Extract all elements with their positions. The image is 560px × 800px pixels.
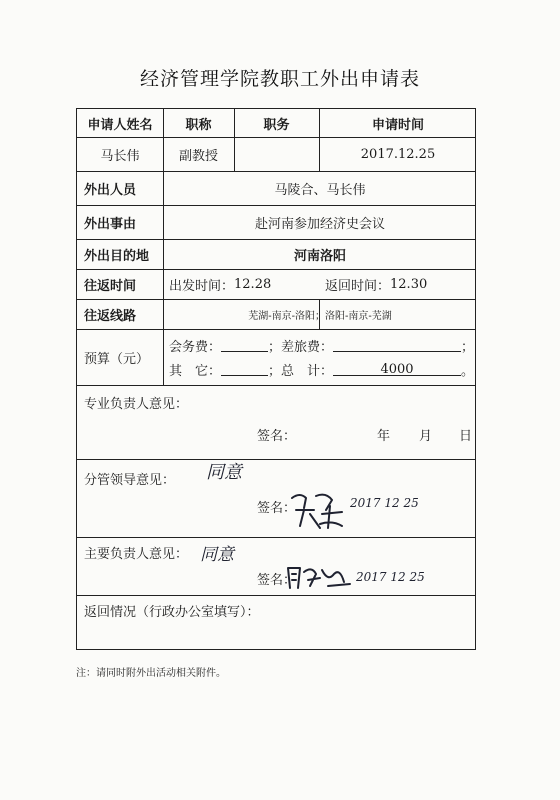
route-value: 芜湖-南京-洛阳；洛阳-南京-芜湖 [248,310,392,322]
main-opinion-label: 主要负责人意见： [84,546,189,562]
budget-period: 。 [460,363,474,379]
schedule-label: 往返时间 [84,278,137,294]
return-time [325,269,475,299]
destination-value: 河南洛阳 [293,248,346,264]
total-label: ；总 计： [268,363,334,379]
row-divider [77,459,475,460]
return-value: 12.30 [390,276,428,292]
budget-line-1 [169,335,474,355]
meeting-fee-label: 会务费： [169,339,222,355]
applicant-title: 副教授 [178,148,218,164]
reason-value: 赴河南参加经济史会议 [254,216,385,232]
budget-semicolon: ； [460,339,474,355]
travelers-value: 马陵合、马长伟 [274,182,366,198]
division-opinion-label: 分管领导意见： [84,472,176,488]
main-handwritten-comment: 同意 [200,545,234,565]
budget-line-2 [169,359,474,379]
destination-label: 外出目的地 [84,248,150,264]
main-sign-label: 签名： [257,572,297,588]
row-divider [77,595,475,596]
division-sign-label: 签名： [257,500,297,516]
applicant-name: 马长伟 [100,148,140,164]
route-label: 往返线路 [84,308,137,324]
main-signature [284,564,354,594]
division-handwritten-date: 2017 12 25 [350,496,419,510]
header-title: 职称 [185,117,212,133]
travel-fee-label: ；差旅费： [268,339,334,355]
travelers-label: 外出人员 [84,182,137,198]
depart-value: 12.28 [234,276,272,292]
travel-fee-value [333,338,461,352]
depart-label: 出发时间： [169,278,235,294]
meeting-fee-value [221,338,268,352]
major-day-label: 日 [459,428,473,444]
budget-label: 预算（元） [84,351,150,367]
major-sign-label: 签名： [257,428,297,444]
header-apply-time: 申请时间 [371,117,424,133]
division-handwritten-comment: 同意 [206,462,242,483]
row-divider [77,385,475,386]
header-position: 职务 [263,117,290,133]
reason-label: 外出事由 [84,216,137,232]
depart-time [169,269,319,299]
main-handwritten-date: 2017 12 25 [356,570,425,584]
other-fee-label: 其 它： [169,363,222,379]
apply-date: 2017.12.25 [360,146,436,162]
footnote: 注：请同时附外出活动相关附件。 [76,668,226,679]
major-year-label: 年 [377,428,391,444]
row-divider [77,537,475,538]
applicant-position [234,137,319,171]
major-opinion-label: 专业负责人意见： [84,396,189,412]
return-label: 返回时间： [325,278,391,294]
form-title: 经济管理学院教职工外出申请表 [139,68,420,90]
major-month-label: 月 [419,428,433,444]
division-signature [286,488,346,532]
application-form [76,108,476,650]
other-fee-value [221,362,268,376]
total-value: 4000 [333,362,461,376]
header-applicant-name: 申请人姓名 [87,117,153,133]
return-status-label: 返回情况（行政办公室填写）： [84,604,260,620]
